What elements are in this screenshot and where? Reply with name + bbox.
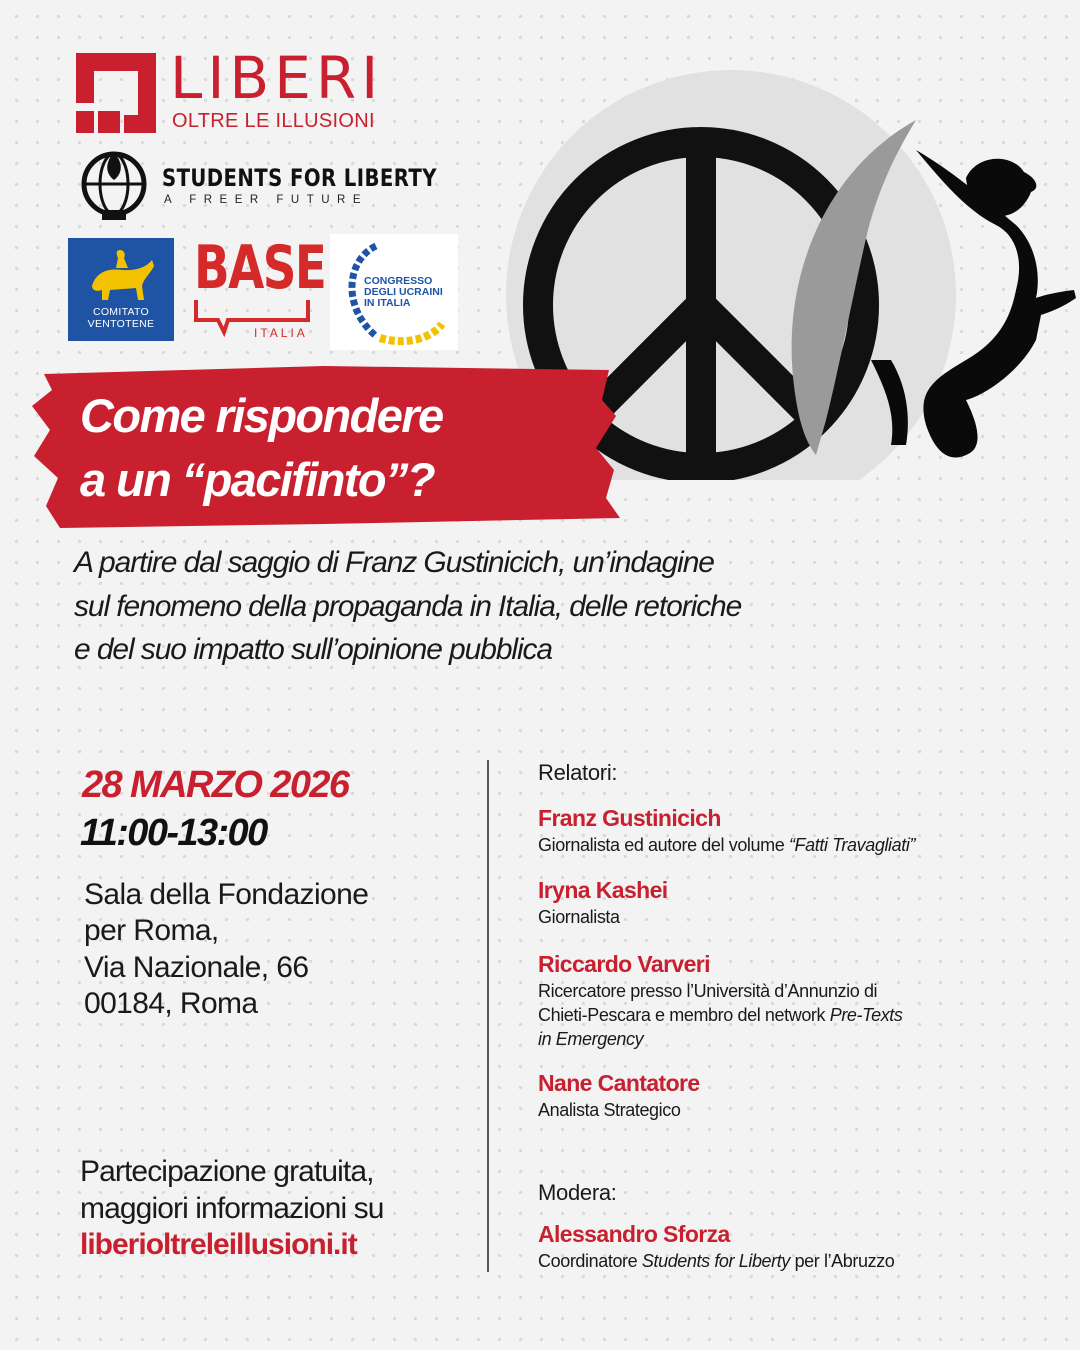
venue-line-4: 00184, Roma xyxy=(84,987,258,1020)
column-divider xyxy=(487,760,489,1272)
sfl-name: STUDENTS FOR LIBERTY xyxy=(162,164,437,192)
cui-line-2: DEGLI UCRAINI xyxy=(364,286,443,298)
ventotene-line-1: COMITATO xyxy=(92,306,150,318)
liberi-mark-icon xyxy=(76,53,156,133)
ventotene-bull-icon xyxy=(86,246,158,304)
event-date: 28 MARZO 2026 xyxy=(82,764,349,806)
speaker-desc-3-line-2: Chieti-Pescara e membro del network Pre-Texts xyxy=(538,1005,903,1025)
sfl-logo xyxy=(78,150,437,222)
speaker-desc-3-line-3: in Emergency xyxy=(538,1029,644,1049)
event-time: 11:00-13:00 xyxy=(80,812,267,854)
venue-line-1: Sala della Fondazione xyxy=(84,878,369,911)
cui-line-3: IN ITALIA xyxy=(364,297,411,309)
ventotene-line-2: VENTOTENE xyxy=(87,318,155,330)
cui-line-1: CONGRESSO xyxy=(364,275,433,287)
venue-line-3: Via Nazionale, 66 xyxy=(84,951,309,984)
comitato-ventotene-logo xyxy=(68,238,174,341)
speaker-name-1: Franz Gustinicich xyxy=(538,805,721,831)
title-line-1: Come rispondere xyxy=(80,389,443,442)
moderator-name: Alessandro Sforza xyxy=(538,1221,730,1247)
liberi-tagline: OLTRE LE ILLUSIONI xyxy=(172,110,375,132)
speaker-desc-3-line-1: Ricercatore presso l’Università d’Annunzio di xyxy=(538,981,878,1001)
website-link[interactable]: liberioltreleillusioni.it xyxy=(80,1228,357,1261)
speaker-name-2: Iryna Kashei xyxy=(538,877,668,903)
title-banner xyxy=(24,360,624,530)
subtitle-line-1: A partire dal saggio di Franz Gustinicich, un’indagine xyxy=(74,546,714,579)
base-wordmark: BASE xyxy=(194,233,326,303)
sfl-tagline: A FREER FUTURE xyxy=(164,194,369,206)
info-line-2: maggiori informazioni su xyxy=(80,1192,384,1225)
speaker-name-4: Nane Cantatore xyxy=(538,1070,700,1096)
title-line-2: a un “pacifinto”? xyxy=(80,453,435,506)
base-sub: ITALIA xyxy=(254,326,308,340)
ventotene-label xyxy=(68,306,174,330)
cui-label xyxy=(364,276,443,309)
moderator-desc: Coordinatore Students for Liberty per l’Abruzzo xyxy=(538,1251,895,1271)
liberi-logo xyxy=(76,44,396,140)
subtitle-line-2: sul fenomeno della propaganda in Italia, delle retoriche xyxy=(74,590,742,623)
liberi-wordmark: LIBERI xyxy=(170,44,384,112)
venue-line-2: per Roma, xyxy=(84,914,219,947)
congresso-ucraini-logo xyxy=(330,234,458,350)
subtitle-line-3: e del suo impatto sull’opinione pubblica xyxy=(74,633,553,666)
sfl-torch-globe-icon xyxy=(78,150,150,222)
speaker-desc-4: Analista Strategico xyxy=(538,1100,681,1120)
base-italia-logo xyxy=(194,233,326,348)
speakers-label: Relatori: xyxy=(538,760,618,785)
speaker-desc-1: Giornalista ed autore del volume “Fatti Travagliati” xyxy=(538,835,916,855)
info-line-1: Partecipazione gratuita, xyxy=(80,1155,374,1188)
speaker-name-3: Riccardo Varveri xyxy=(538,951,710,977)
moderator-label: Modera: xyxy=(538,1180,617,1205)
speaker-desc-2: Giornalista xyxy=(538,907,620,927)
